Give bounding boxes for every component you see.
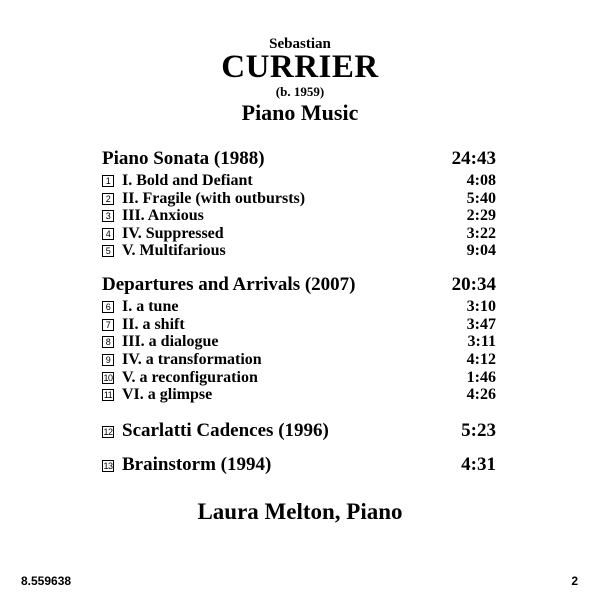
track-title: III. a dialogue <box>122 333 219 350</box>
track-row <box>102 298 496 316</box>
track-title: VI. a glimpse <box>122 386 213 403</box>
work-heading-departures-and-arrivals <box>102 274 496 296</box>
track-time: 4:08 <box>466 172 496 189</box>
track-title: Brainstorm (1994) <box>122 454 272 475</box>
track-title: V. a reconfiguration <box>122 369 258 386</box>
track-time: 5:23 <box>461 420 496 441</box>
track-title: II. Fragile (with outbursts) <box>122 190 306 207</box>
track-title: I. a tune <box>122 298 179 315</box>
track-number-box: 13 <box>103 461 113 471</box>
track-number-box: 4 <box>102 228 114 240</box>
work-duration: 20:34 <box>451 274 496 295</box>
track-row <box>102 172 496 190</box>
track-time: 2:29 <box>466 207 496 224</box>
track-number-box: 6 <box>102 301 114 313</box>
track-time: 3:22 <box>466 225 496 242</box>
track-time: 9:04 <box>466 242 496 259</box>
track-row <box>102 225 496 243</box>
composer-first-name: Sebastian <box>269 36 331 52</box>
work-duration: 24:43 <box>451 148 496 169</box>
track-number-box: 12 <box>103 427 113 437</box>
track-number-box: 9 <box>102 354 114 366</box>
track-title: V. Multifarious <box>122 242 226 259</box>
track-title: IV. a transformation <box>122 351 262 368</box>
track-row-brainstorm <box>102 454 496 476</box>
track-time: 1:46 <box>466 369 496 386</box>
composer-dates: (b. 1959) <box>275 84 325 99</box>
track-time: 4:31 <box>461 454 496 475</box>
track-row <box>102 316 496 334</box>
track-title: I. Bold and Defiant <box>122 172 253 189</box>
track-time: 4:26 <box>466 386 496 403</box>
track-number-box: 3 <box>102 210 114 222</box>
track-row <box>102 351 496 369</box>
track-title: II. a shift <box>122 316 185 333</box>
track-title: III. Anxious <box>122 207 204 224</box>
track-time: 3:10 <box>466 298 496 315</box>
track-row-scarlatti-cadences <box>102 420 496 442</box>
track-number-box: 10 <box>103 373 113 383</box>
work-title: Departures and Arrivals (2007) <box>102 274 356 295</box>
track-time: 5:40 <box>466 190 496 207</box>
track-title: IV. Suppressed <box>122 225 224 242</box>
track-row <box>102 207 496 225</box>
track-number-box: 2 <box>102 193 114 205</box>
track-row <box>102 190 496 208</box>
composer-last-name: CURRIER <box>221 49 379 85</box>
catalog-number: 8.559638 <box>21 574 72 588</box>
work-heading-piano-sonata <box>102 148 496 170</box>
track-number-box: 5 <box>102 245 114 257</box>
work-title: Piano Sonata (1988) <box>102 148 265 169</box>
track-time: 3:11 <box>467 333 496 350</box>
track-row <box>102 242 496 260</box>
track-row <box>102 333 496 351</box>
page-number: 2 <box>571 574 578 588</box>
track-row <box>102 369 496 387</box>
track-number-box: 11 <box>103 390 113 400</box>
track-number-box: 8 <box>102 336 114 348</box>
track-time: 4:12 <box>466 351 496 368</box>
track-number-box: 7 <box>102 319 114 331</box>
track-time: 3:47 <box>466 316 496 333</box>
track-number-box: 1 <box>102 175 114 187</box>
track-title: Scarlatti Cadences (1996) <box>122 420 329 441</box>
performer-credit: Laura Melton, Piano <box>197 499 403 524</box>
album-title: Piano Music <box>241 100 359 125</box>
track-row <box>102 386 496 404</box>
